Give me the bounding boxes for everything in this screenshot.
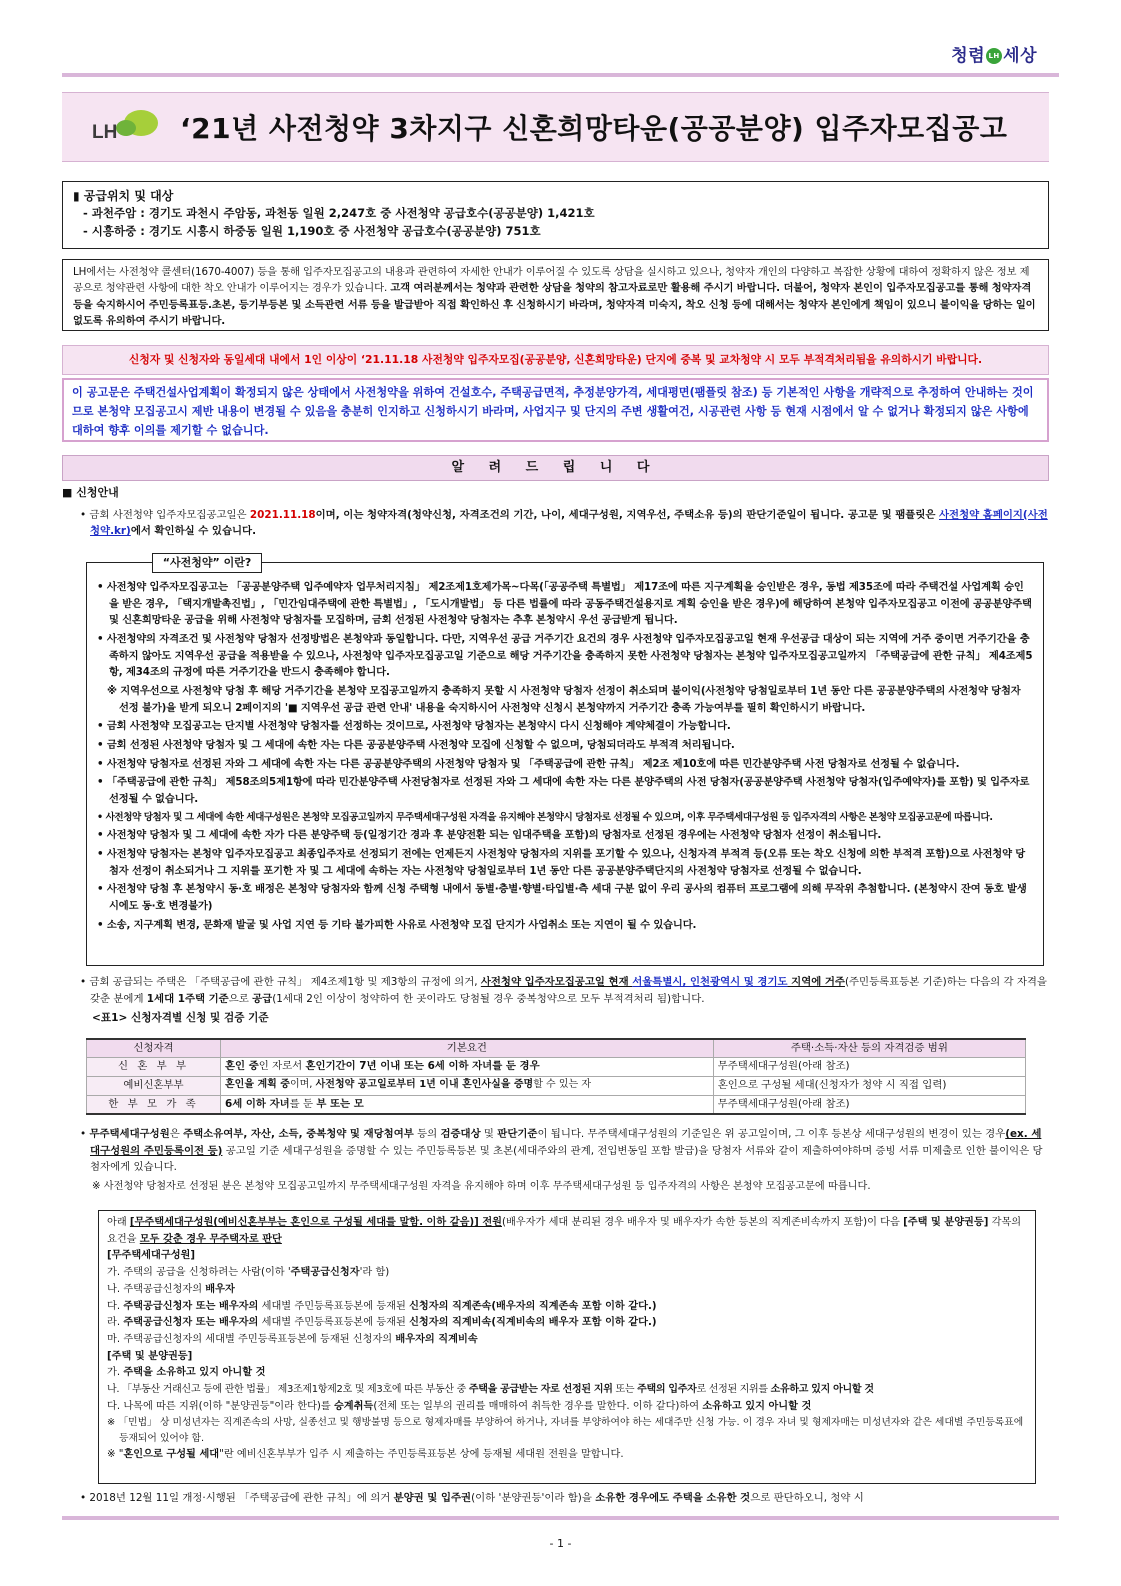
top-divider [62, 73, 1059, 77]
table-row: 예비신혼부부 혼인을 계획 중이며, 사전청약 공고일로부터 1년 이내 혼인사실을 증명할 수 있는 자 혼인으로 구성될 세대(신청자가 청약 시 직접 입력) [87, 1076, 1026, 1095]
announcement-date-item: • 금회 사전청약 입주자모집공고일은 2021.11.18이며, 이는 청약자격(청약신청, 자격조건의 기간, 나이, 세대구성원, 지역우선, 주택소유 등)의 판단기준일이 됩니다. 공고문 및 팸플릿은 사전청약 홈페이지(사전청약.kr)에서 확인하실 수 있습니다. [80, 508, 1048, 538]
about-item: • 사전청약 입주자모집공고는 「공공분양주택 입주예약자 업무처리지침」 제2조제1호제가목~다목(「공공주택 특별법」 제17조에 따른 지구계획을 승인받은 경우, 동법 제35조에 따라 주택건설 사업계획 승인을 받은 경우, 「택지개발촉진법」, 「민간임대주택에 관한 특별법」, 「도시개발법」 등 다른 법률에 따라 공동주택건설용지로 계획 승인을 받은 경우)에 해당하여 본청약 입주자모집공고 이전에 공공분양주택 및 신혼희망타운 공급을 위해 사전청약 당첨자를 모집하며, 금회 선정된 사전청약 당첨자는 추후 본청약시 우선 공급받게 됩니다. [97, 581, 1032, 627]
about-item: • 사전청약 당첨자는 본청약 입주자모집공고 최종입주자로 선정되기 전에는 언제든지 사전청약 당첨자의 지위를 포기할 수 있으나, 신청자격 부적격 등(오류 또는 착오 신청에 의한 부적격 포함)으로 사전청약 당첨자 선정이 취소되거나 그 지위를 포기한 자 및 그 세대에 속하는 자는 사전청약 당첨일로부터 1년 동안 다른 공공분양주택단지의 사전청약 당첨자로 선정될 수 없습니다. [97, 847, 1026, 877]
intro-notice-box [62, 259, 1049, 331]
application-guide [62, 485, 1049, 540]
about-item: • 사전청약 당첨자로 선정된 자와 그 세대에 속한 자는 다른 공공분양주택의 사전청약 당첨자 및 「주택공급에 관한 규칙」 제2조 제10호에 따른 민간분양주택 사전 당첨자로 선정될 수 없습니다. [97, 757, 960, 770]
about-item: • 사전청약 당첨자 및 그 세대에 속한 자가 다른 분양주택 등(일정기간 경과 후 분양전환 되는 임대주택을 포함)의 당첨자로 선정된 경우에는 사전청약 당첨자 선정이 취소됩니다. [97, 829, 882, 842]
duplicate-warning: 신청자 및 신청자와 동일세대 내에서 1인 이상이 ‘21.11.18 사전청약 입주자모집(공공분양, 신혼희망타운) 단지에 중복 및 교차청약 시 모두 부적격처리됨을 유의하시기 바랍니다. [62, 345, 1049, 375]
lh-logo [88, 108, 162, 148]
about-note: ※ 지역우선으로 사전청약 당첨 후 해당 거주기간을 본청약 모집공고일까지 충족하지 못할 시 사전청약 당첨자 선정이 취소되며 불이익(사전청약 당첨일로부터 1년 동안 다른 공공분양주택의 사전청약 당첨자 선정 불가)을 받게 되오니 2페이지의 '■ 지역우선 공급 관련 안내' 내용을 숙지하시어 사전청약 신청시 본청약까지 거주기간 충족 가능여부를 필히 확인하시기 바랍니다. [107, 685, 1021, 714]
lh-mini-badge: LH [986, 48, 1002, 64]
intro-text-bold: 고객 여러분께서는 청약과 관련한 상담을 청약의 참고자료로만 활용해 주시기 바랍니다. 더불어, 청약자 본인이 입주자모집공고를 통해 청약자격 등을 숙지하시어 주민등록표등.초본, 등기부등본 및 소득관련 서류 등을 발급받아 직접 확인하신 후 신청하시기 바라며, 청약자격 미숙지, 착오 신청 등에 대해서는 청약자 본인에게 책임이 있으니 불이익을 당하는 일이 없도록 유의하여 주시기 바랍니다. [73, 282, 1036, 328]
title-band [62, 92, 1049, 162]
homeless-member-paragraph: • 무주택세대구성원은 주택소유여부, 자산, 소득, 중복청약 및 재당첨여부 등의 검증대상 및 판단기준이 됩니다. 무주택세대구성원의 기준일은 위 공고일이며, 그 이후 등본상 세대구성원의 변경이 있는 경우(ex. 세대구성원의 주민등록이전 등) 공고일 기준 세대구성원을 증명할 수 있는 주민등록등본 및 초본(세대주와의 관계, 전입변동일 포함 발급)을 당첨자 서류와 같이 제출하여야하며 증빙 서류 미제출로 인한 불이익은 당첨자에게 있습니다. ※ 사전청약 당첨자로 선정된 분은 본청약 모집공고일까지 무주택세대구성원 자격을 유지해야 하며 이후 무주택세대구성원 등 입주자격의 사항은 본청약 모집공고문에 따릅니다. [70, 1126, 1050, 1194]
integrity-logo: 청렴 LH 세상 [951, 46, 1037, 66]
page-title: ‘21년 사전청약 3차지구 신혼희망타운(공공분양) 입주자모집공고 [180, 112, 1008, 145]
eligibility-table [86, 1038, 1026, 1115]
homeless-definition-box: 아래 [무주택세대구성원(예비신혼부부는 혼인으로 구성될 세대를 말함. 이하 같음)] 전원(배우자가 세대 분리된 경우 배우자 및 배우자가 속한 등본의 직계존비속까지 포함)이 다음 [주택 및 분양권등] 각목의 요건을 모두 갖춘 경우 무주택자로 판단 [무주택세대구성원] 가. 주택의 공급을 신청하려는 사람(이하 '주택공급신청자'라 함) 나. 주택공급신청자의 배우자 다. 주택공급신청자 또는 배우자의 세대별 주민등록표등본에 등재된 신청자의 직계존속(배우자의 직계존속 포함 이하 같다.) 라. 주택공급신청자 또는 배우자의 세대별 주민등록표등본에 등재된 신청자의 직계비속(직계비속의 배우자 포함 이하 같다.) 마. 주택공급신청자의 세대별 주민등록표등본에 등재된 신청자의 배우자의 직계비속 [주택 및 분양권등] 가. 주택을 소유하고 있지 아니할 것 나. 「부동산 거래신고 등에 관한 법률」 제3조제1항제2호 및 제3호에 따른 부동산 중 주택을 공급받는 자로 선정된 지위 또는 주택의 입주자로 선정된 지위를 소유하고 있지 아니할 것 다. 나목에 따른 지위(이하 "분양권등"이라 한다)를 승계취득(전체 또는 일부의 권리를 매매하여 취득한 경우를 말한다. 이하 같다)하여 소유하고 있지 아니할 것 ※ 「민법」 상 미성년자는 직계존속의 사망, 실종선고 및 행방불명 등으로 형제자매를 부양하여 하거나, 자녀를 부양하여야 하는 세대주만 신청 가능. 이 경우 자녀 및 형제자매는 미성년자와 같은 세대별 주민등록표에 등재되어 있어야 함. ※ "혼인으로 구성될 세대"란 예비신혼부부가 입주 시 제출하는 주민등록표등본 상에 등재될 세대원 전원을 말합니다. [98, 1210, 1036, 1484]
table-header: 주택·소득·자산 등의 자격검증 범위 [713, 1039, 1025, 1057]
about-item: • 사전청약 당첨자 및 그 세대에 속한 세대구성원은 본청약 모집공고일까지 무주택세대구성원 자격을 유지해야 본청약시 당첨자로 선정될 수 있으며, 이후 무주택세대구성원 등 입주자격의 사항은 본청약 모집공고문에 따릅니다. [97, 811, 993, 823]
table-header-row [87, 1039, 1026, 1057]
about-item: • 사전청약 당첨 후 본청약시 동·호 배정은 본청약 당첨자와 함께 신청 주택형 내에서 동별·층별·향별·타입별·측 세대 구분 없이 우리 공사의 컴퓨터 프로그램에 의해 무작위 추첨합니다. (본청약시 잔여 동호 발생 시에도 동·호 변경불가) [97, 883, 1027, 912]
lh-logo-text: LH [92, 122, 118, 143]
intro-text: LH에서는 사전청약 콜센터(1670-4007) 등을 통해 입주자모집공고의 내용과 관련하여 자세한 안내가 이루어질 수 있도록 상담을 실시하고 있으나, 청약자 개인의 다양하고 복잡한 상황에 대하여 정확하지 않은 정보 제공으로 청약관련 사항에 대한 착오 안내가 이루어지는 경우가 있습니다. [73, 266, 1030, 295]
about-label: “사전청약” 이란? [152, 553, 262, 573]
about-item: • 「주택공급에 관한 규칙」 제58조의5제1항에 따라 민간분양주택 사전당첨자로 선정된 자와 그 세대에 속한 자는 다른 분양주택의 사전 당첨자(공공분양주택 사전청약 당첨자(입주예약자)를 포함) 및 입주자로 선정될 수 없습니다. [97, 776, 1030, 806]
homeless-note: ※ 사전청약 당첨자로 선정된 분은 본청약 모집공고일까지 무주택세대구성원 자격을 유지해야 하며 이후 무주택세대구성원 등 입주자격의 사항은 본청약 모집공고문에 따릅니다. [92, 1180, 871, 1192]
about-item: • 금회 사전청약 모집공고는 단지별 사전청약 당첨자를 선정하는 것이므로, 사전청약 당첨자는 본청약시 다시 신청해야 계약체결이 가능합니다. [97, 720, 731, 733]
definition-subheading: [주택 및 분양권등] [107, 1350, 193, 1362]
preliminary-notice: 이 공고문은 주택건설사업계획이 확정되지 않은 상태에서 사전청약을 위하여 건설호수, 주택공급면적, 추정분양가격, 세대평면(팸플릿 참조) 등 기본적인 사항을 개략적으로 추정하여 안내하는 것이므로 본청약 모집공고시 제반 내용이 변경될 수 있음을 충분히 인지하고 신청하시기 바라며, 사업지구 및 단지의 주변 생활여건, 시공관련 사항 등 현재 시점에서 알 수 없거나 확정되지 않은 사항에 대하여 향후 이의를 제기할 수 없습니다. [62, 378, 1049, 442]
about-item: • 소송, 지구계획 변경, 문화재 발굴 및 사업 지연 등 기타 불가피한 사유로 사전청약 모집 단지가 사업취소 또는 지연이 될 수 있습니다. [97, 918, 697, 931]
supply-item-siheung: - 시흥하중 : 경기도 시흥시 하중동 일원 1,190호 중 사전청약 공급호수(공공분양) 751호 [83, 223, 541, 238]
bottom-divider [62, 1516, 1059, 1520]
homepage-link[interactable]: 사전청약 홈페이지(사전청약.kr) [90, 508, 1048, 538]
announcement-heading: 알 려 드 립 니 다 [62, 455, 1049, 481]
table-header: 기본요건 [221, 1039, 714, 1057]
table-header: 신청자격 [87, 1039, 221, 1057]
about-item: • 사전청약의 자격조건 및 사전청약 당첨자 선정방법은 본청약과 동일합니다. 다만, 지역우선 공급 거주기간 요건의 경우 사전청약 입주자모집공고일 현재 우선공급 대상이 되는 지역에 거주 중이면 거주기간을 충족하지 않아도 지역우선 공급을 적용받을 수 있으나, 사전청약 입주자모집공고일 기준으로 해당 거주기간을 충족하지 못한 사전청약 당첨자는 본청약 입주자모집공고일까지 「주택공급에 관한 규칙」 제4조제5항, 제34조의 규정에 따른 거주기간을 반드시 충족해야 합니다. [97, 633, 1033, 679]
definition-note: ※ 「민법」 상 미성년자는 직계존속의 사망, 실종선고 및 행방불명 등으로 형제자매를 부양하여 하거나, 자녀를 부양하여야 하는 세대주만 신청 가능. 이 경우 자녀 및 형제자매는 미성년자와 같은 세대별 주민등록표에 등재되어 있어야 함. [107, 1417, 1024, 1445]
announcement-date: 2021.11.18 [249, 508, 316, 521]
table-row: 한 부 모 가 족 6세 이하 자녀를 둔 부 또는 모 무주택세대구성원(아래 참조) [87, 1095, 1026, 1114]
page-number: - 1 - [549, 1537, 572, 1550]
eligibility-paragraph: • 금회 공급되는 주택은 「주택공급에 관한 규칙」 제4조제1항 및 제3항의 규정에 의거, 사전청약 입주자모집공고일 현재 서울특별시, 인천광역시 및 경기도 지역에 거주(주민등록표등본 기준)하는 다음의 각 자격을 갖춘 분에게 1세대 1주택 기준으로 공급(1세대 2인 이상이 청약하여 한 곳이라도 당첨될 경우 중복청약으로 모두 부적격처리 됨)합니다. <표1> 신청자격별 신청 및 검증 기준 [70, 974, 1050, 1026]
table-row: 신 혼 부 부 혼인 중인 자로서 혼인기간이 7년 이내 또는 6세 이하 자녀를 둔 경우 무주택세대구성원(아래 참조) [87, 1057, 1026, 1076]
definition-subheading: [무주택세대구성원] [107, 1250, 196, 1262]
table-caption: <표1> 신청자격별 신청 및 검증 기준 [92, 1012, 269, 1025]
supply-heading: ▮ 공급위치 및 대상 [73, 189, 174, 203]
ownership-paragraph: • 2018년 12월 11일 개정·시행된 「주택공급에 관한 규칙」에 의거 분양권 및 입주권(이하 '분양권등'이라 함)을 소유한 경우에도 주택을 소유한 것으로 판단하오니, 청약 시 [80, 1492, 864, 1504]
supply-location-box [62, 181, 1049, 249]
lh-logo-leaf-small-icon [116, 120, 136, 136]
definition-note: ※ "혼인으로 구성될 세대"란 예비신혼부부가 입주 시 제출하는 주민등록표등본 상에 등재될 세대원 전원을 말합니다. [107, 1449, 624, 1461]
supply-item-gwacheon: - 과천주암 : 경기도 과천시 주암동, 과천동 일원 2,247호 중 사전청약 공급호수(공공분양) 1,421호 [83, 206, 595, 221]
section-title: ■ 신청안내 [62, 486, 119, 499]
about-item: • 금회 선정된 사전청약 당첨자 및 그 세대에 속한 자는 다른 공공분양주택 사전청약 모집에 신청할 수 없으며, 당첨되더라도 부적격 처리됩니다. [97, 739, 735, 752]
pre-subscription-box [86, 562, 1044, 966]
